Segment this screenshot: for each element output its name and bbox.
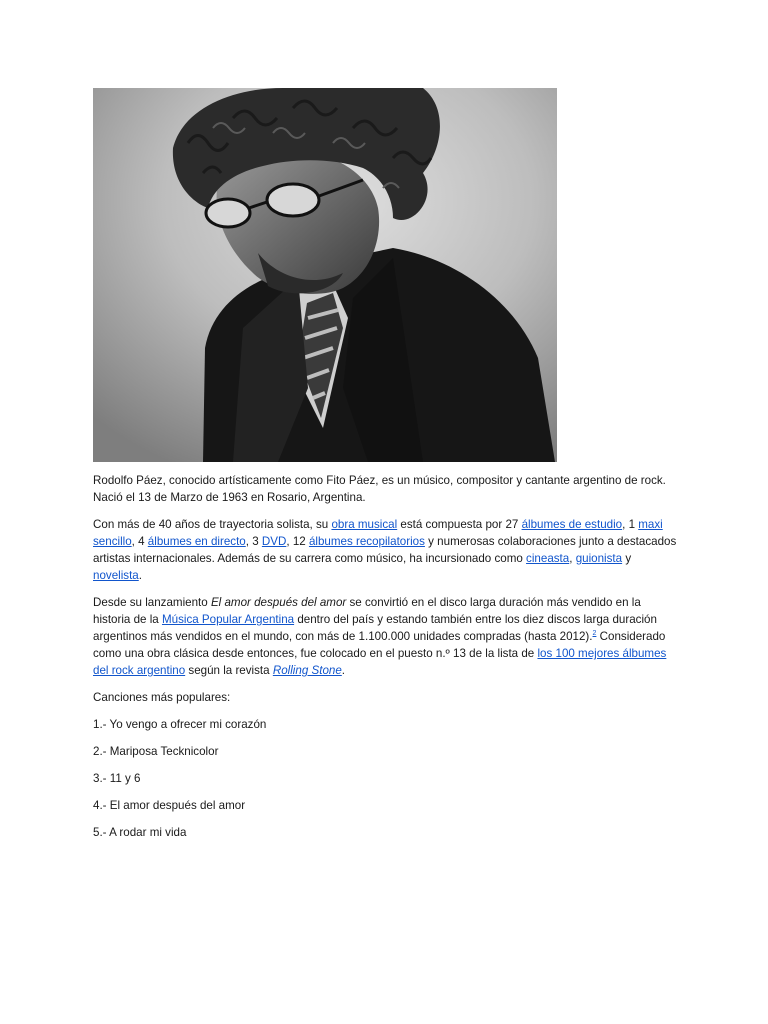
text-run: , 12 bbox=[286, 535, 309, 548]
portrait-illustration bbox=[93, 88, 557, 462]
link-rolling-stone[interactable]: Rolling Stone bbox=[272, 664, 342, 677]
song-item: 5.- A rodar mi vida bbox=[93, 826, 187, 839]
link-albumes-en-directo[interactable]: álbumes en directo bbox=[147, 535, 246, 548]
album-title: El amor después del amor bbox=[210, 596, 347, 609]
link-guionista[interactable]: guionista bbox=[575, 552, 623, 565]
text-run: , 3 bbox=[245, 535, 262, 548]
text-run: Con más de 40 años de trayectoria solista, su bbox=[93, 518, 332, 531]
text-run: . bbox=[341, 664, 346, 677]
link-albumes-de-estudio[interactable]: álbumes de estudio bbox=[521, 518, 623, 531]
text-run: y bbox=[622, 552, 632, 565]
song-item: 4.- El amor después del amor bbox=[93, 799, 246, 812]
link-novelista[interactable]: novelista bbox=[93, 569, 139, 582]
album-paragraph bbox=[93, 594, 678, 679]
text-run: . bbox=[138, 569, 142, 582]
song-item: 2.- Mariposa Tecknicolor bbox=[93, 745, 219, 758]
text-run: está compuesta por 27 bbox=[397, 518, 522, 531]
intro-paragraph: Rodolfo Páez, conocido artísticamente como Fito Páez, es un músico, compositor y cantante argentino de rock. Nació el 13 de Marzo de 1963 en Rosario, Argentina. bbox=[93, 474, 666, 504]
text-run: , bbox=[569, 552, 576, 565]
text-run: , 4 bbox=[131, 535, 148, 548]
songs-heading: Canciones más populares: bbox=[93, 691, 231, 704]
song-item: 1.- Yo vengo a ofrecer mi corazón bbox=[93, 718, 267, 731]
link-100-mejores-albumes[interactable]: los 100 mejores álbumes del rock argentino bbox=[93, 647, 667, 677]
link-maxi-sencillo[interactable]: maxi sencillo bbox=[93, 518, 663, 548]
career-paragraph bbox=[93, 516, 678, 584]
text-run: dentro del país y estando también entre los diez discos larga duración argentinos más vendidos en el mundo, con más de 1.100.000 unidades compradas (hasta 2012). bbox=[93, 613, 657, 643]
link-obra-musical[interactable]: obra musical bbox=[331, 518, 398, 531]
portrait-photo bbox=[93, 88, 557, 462]
text-run: y numerosas colaboraciones junto a destacados artistas internacionales. Además de su carrera como músico, ha incursionado como bbox=[93, 535, 677, 565]
song-item: 3.- 11 y 6 bbox=[93, 772, 141, 785]
text-run: se convirtió en el disco larga duración más vendido en la historia de la bbox=[93, 596, 641, 626]
text-run: , 1 bbox=[622, 518, 639, 531]
link-cineasta[interactable]: cineasta bbox=[526, 552, 570, 565]
reference-link[interactable]: 2 bbox=[592, 630, 597, 638]
link-dvd[interactable]: DVD bbox=[261, 535, 287, 548]
text-run: Desde su lanzamiento bbox=[93, 596, 211, 609]
document-page bbox=[93, 88, 678, 851]
text-run: Considerado como una obra clásica desde entonces, fue colocado en el puesto n.º 13 de la lista de bbox=[93, 630, 666, 660]
link-musica-popular-argentina[interactable]: Música Popular Argentina bbox=[161, 613, 295, 626]
link-albumes-recopilatorios[interactable]: álbumes recopilatorios bbox=[308, 535, 425, 548]
text-run: según la revista bbox=[185, 664, 273, 677]
